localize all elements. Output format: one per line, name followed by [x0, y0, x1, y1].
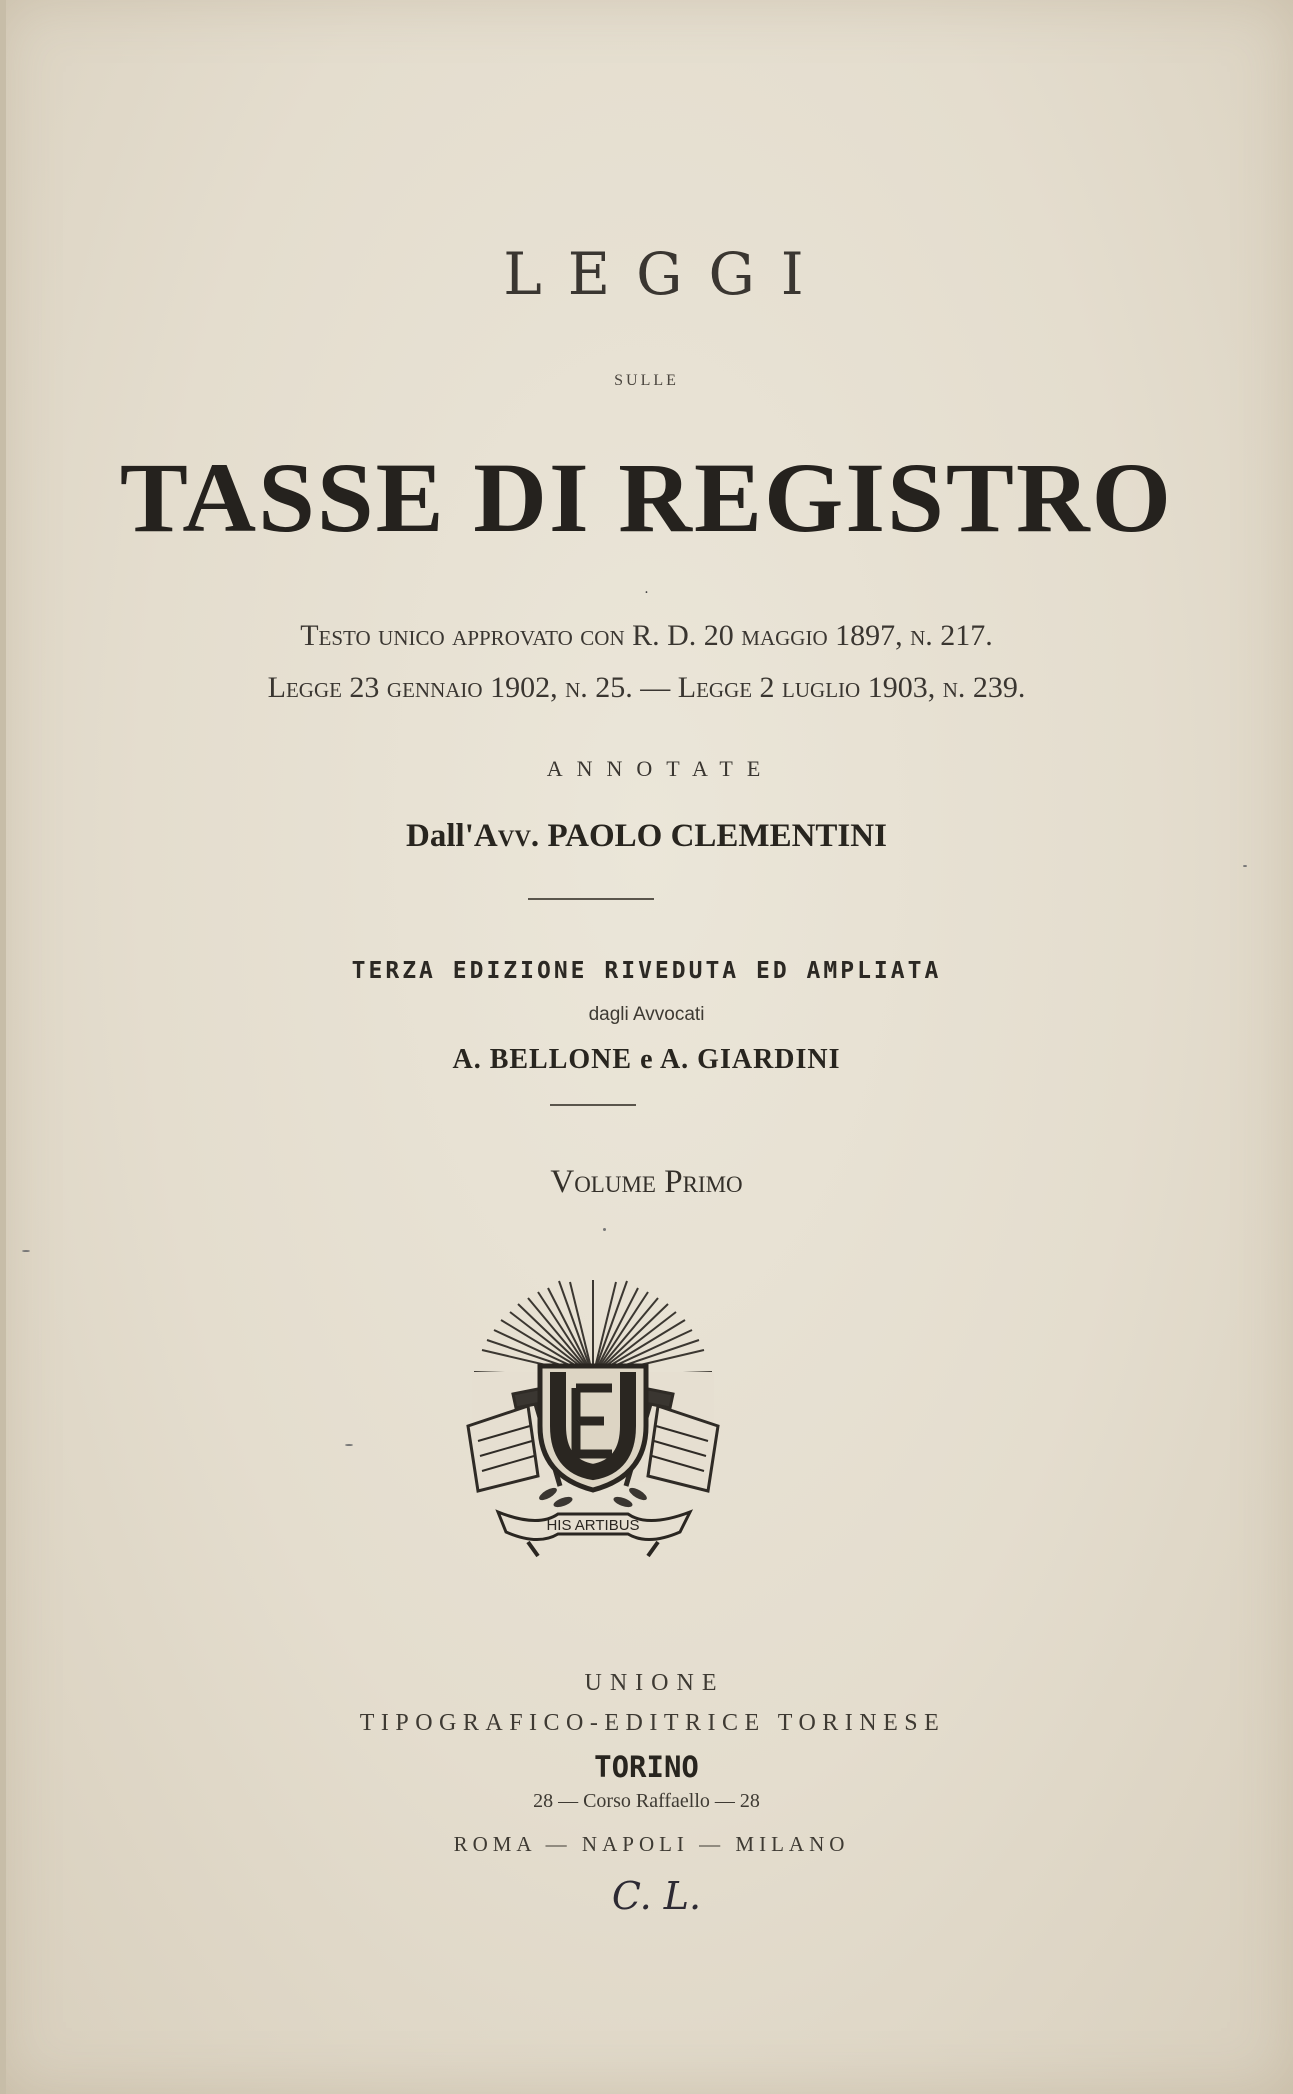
publisher-emblem-icon — [458, 1276, 728, 1558]
publisher-address: 28 — Corso Raffaello — 28 — [533, 1790, 760, 1812]
sulle-word: SULLE — [614, 372, 679, 389]
author-title: Avv. — [473, 818, 540, 854]
paper-speck — [345, 1444, 353, 1446]
edition-label: TERZA EDIZIONE RIVEDUTA ED AMPLIATA — [351, 958, 942, 984]
paper-speck — [1243, 865, 1247, 867]
divider-rule — [528, 898, 654, 900]
leggi-heading: LEGGI — [503, 240, 830, 308]
author-line — [0, 818, 1293, 855]
subtitle-line-2: Legge 23 gennaio 1902, n. 25. — Legge 2 luglio 1903, n. 239. — [267, 671, 1026, 704]
publisher-line-1: UNIONE — [584, 1670, 725, 1696]
publisher-city: TORINO — [594, 1750, 699, 1784]
edition-by: dagli Avvocati — [588, 1004, 705, 1025]
ornament-dot: · — [644, 585, 649, 601]
editors-names: A. BELLONE e A. GIARDINI — [452, 1044, 841, 1075]
volume-label: Volume Primo — [550, 1164, 743, 1200]
paper-speck — [603, 1228, 606, 1231]
author-name: PAOLO CLEMENTINI — [547, 818, 887, 854]
publisher-cities: ROMA — NAPOLI — MILANO — [453, 1832, 850, 1856]
emblem-motto: HIS ARTIBUS — [546, 1517, 640, 1534]
main-title: TASSE DI REGISTRO — [119, 442, 1174, 553]
divider-rule — [550, 1104, 636, 1106]
author-prefix: Dall' — [406, 818, 474, 854]
paper-speck — [22, 1250, 30, 1252]
publisher-line-2: TIPOGRAFICO-EDITRICE TORINESE — [359, 1710, 946, 1736]
handwritten-note: C. L. — [611, 1874, 702, 1918]
subtitle-line-1: Testo unico approvato con R. D. 20 maggio 1897, n. 217. — [300, 619, 993, 652]
annotate-label: ANNOTATE — [546, 756, 775, 781]
